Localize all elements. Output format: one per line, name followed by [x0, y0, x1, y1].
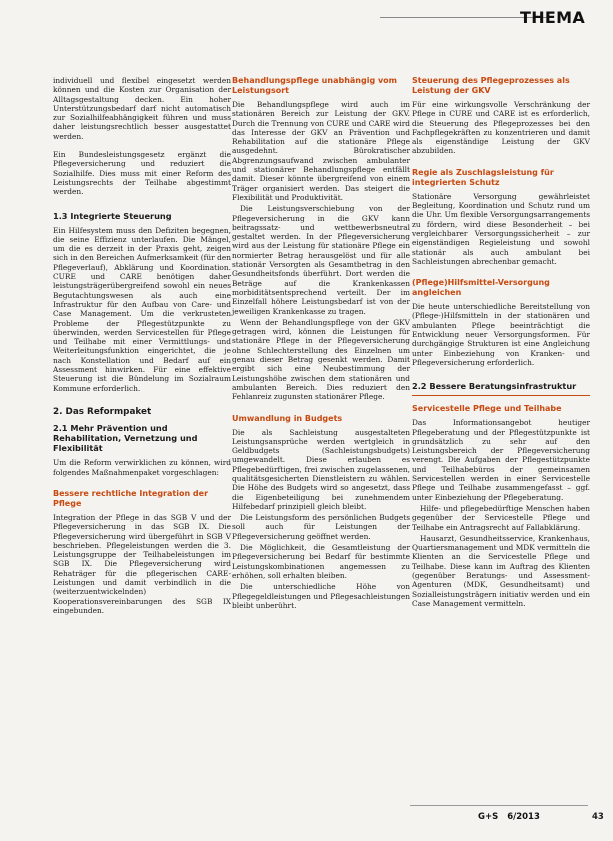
paragraph: Die unterschiedliche Höhe von Pflegegeldleistungen und Pflegesachleistungen bleibt unberührt. [232, 582, 410, 610]
subheading: Servicestelle Pflege und Teilhabe [412, 404, 562, 414]
paragraph: Integration der Pflege in das SGB V und der Pflegeversicherung in das SGB IX. Die Pflegeversicherung wird übergeführt in SGB V beschrieben. Pflegeleistungen werden die 3. Leistungsgruppe der Teilhabeleistungen im SGB IX. Die Pflegeversicherung wird Rehaträger für die pflegerischen CARE-Leistungen und damit verbindlich in die (weiterzuentwickelnden) Kooperationsvereinbarungen des SGB IX eingebunden. [53, 513, 231, 615]
paragraph: Die Leistungsverschiebung von der Pflegeversicherung in die GKV kann beitragssatz- und wettbewerbsneutral gestaltet werden. In der Pflegeversicherung wird aus der Leistung für stationäre Pflege ein normierter Betrag herausgelöst und für alle stationär Versorgten als Gesamtbetrag in den Gesundheitsfonds überführt. Dort werden die Beträge auf die Krankenkassen morbiditätsentsprechend verteilt. Der im Einzelfall höhere Leistungsbedarf ist von der jeweiligen Krankenkasse zu tragen. [232, 204, 410, 316]
subheading: Behandlungspflege unabhängig vom Leistungsort [232, 76, 398, 95]
section-heading-1-3: 1.3 Integrierte Steuerung [53, 210, 172, 221]
paragraph: Die als Sachleistung ausgestalteten Leistungsansprüche werden wertgleich in Geldbudgets (Sachleistungsbudgets) umgewandelt. Diese erlauben es Pflegebedürftigen, frei zwischen zugelassenen, qualitätsgesicherten Dienstleistern zu wählen. Die Höhe des Budgets wird so angesetzt, dass die Eigenbeteiligung bei zunehmendem Hilfebedarf prinzipiell gleich bleibt. [232, 427, 410, 511]
paragraph: individuell und flexibel eingesetzt werden können und die Kosten zur Organisation der Alltagsgestaltung decken. Ein hoher Unterstützungsbedarf darf nicht automatisch zur Sozialhilfeabhängigkeit führen und muss daher leistungsrechtlich besser ausgestattet werden. [53, 76, 231, 141]
paragraph: Wenn der Behandlungspflege von der GKV getragen wird, können die Leistungen für stationäre Pflege in der Pflegeversicherung ohne Schlechterstellung des Einzelnen um genau dieser Betrag gesenkt werden. Damit ergibt sich eine Neubestimmung der Leistungshöhe zwischen dem stationären und ambulanten Bereich. Dies reduziert den Fehlanreiz zugunsten stationärer Pflege. [232, 317, 410, 402]
paragraph: Für eine wirkungsvolle Verschränkung der Pflege in CURE und CARE ist es erforderlich, die Steuerung des Pflegeprozesses bei den Fachpflegekräften zu konzentrieren und damit als eigenständige Leistung der GKV abzubilden. [412, 100, 590, 156]
subheading: Umwandlung in Budgets [232, 413, 343, 423]
paragraph: Hilfe- und pflegebedürftige Menschen haben gegenüber der Servicestelle Pflege und Teilhabe ein Antragsrecht auf Fallabklärung. [412, 503, 590, 532]
paragraph: Das Informationsangebot heutiger Pflegeberatung und der Pflegestützpunkte ist grundsätzlich zu sehr auf den Leistungsbereich der Pflegeversicherung verengt. Die Aufgaben der Pflegestützpunkte und Teilhabebüros der gemeinsamen Servicestellen werden in einer Servicestelle Pflege und Teilhabe zusammengefasst – ggf. unter Einbeziehung der Pflegeberatung. [412, 418, 590, 502]
paragraph: Die Möglichkeit, die Gesamtleistung der Pflegeversicherung bei Bedarf für bestimmte Leistungskombinationen angemessen zu erhöhen, soll erhalten bleiben. [232, 543, 410, 580]
subheading: Bessere rechtliche Integration der Pflege [53, 489, 209, 508]
footer-journal [478, 812, 546, 822]
paragraph: Hausarzt, Gesundheitsservice, Krankenhaus, Quartiersmanagement und MDK vermitteln die Klienten an die Servicestelle Pflege und Teilhabe. Diese kann im Auftrag des Klienten (gegenüber Beratungs- und Assessment-Agenturen (MDK, Gesundheitsamt) und Sozialleistungsträgern initiativ werden und ein Case Management vermitteln. [412, 533, 590, 608]
paragraph: Ein Hilfesystem muss den Defiziten begegnen, die seine Effizienz unterlaufen. Die Mängel, um die es derzeit in der Praxis geht, zeigen sich in den Bereichen Aufmerksamkeit (für den Pflegeverlauf), Abklärung und Koordination. CURE und CARE benötigen daher leistungsträgerübergreifend sowohl ein neues Begutachtungswesen als auch eine Infrastruktur für den Aufbau von Care- und Case Management. Um die verkrusteten Probleme der Pflegestützpunkte zu überwinden, werden Servicestellen für Pflege und Teilhabe mit einer Vermittlungs- und Weiterleitungsfunktion eingerichtet, die je nach Konstellation und Bedarf auf ein Assessment hinwirken. Für eine effektive Steuerung ist die Bündelung im Sozialraum Kommune erforderlich. [53, 225, 231, 393]
column-middle [232, 76, 410, 612]
section-heading-2-2: 2.2 Bessere Beratungsinfrastruktur [412, 381, 577, 392]
section-heading-2-1: 2.1 Mehr Prävention und Rehabilitation, Vernetzung und Flexibilität [53, 423, 198, 454]
paragraph: Die heute unterschiedliche Bereitstellung von (Pflege-)Hilfsmitteln in der stationären und ambulanten Pflege beeinträchtigt die Entwicklung neuer Versorgungsformen. Für durchgängige Strukturen ist eine Angleichung unter Einbeziehung von Kranken- und Pflegeversicherung erforderlich. [412, 302, 590, 367]
paragraph: Um die Reform verwirklichen zu können, wird folgendes Maßnahmenpaket vorgeschlagen: [53, 458, 231, 477]
footer-rule [410, 805, 588, 806]
column-left [53, 76, 231, 617]
subheading: Regie als Zuschlagsleistung für integrierten Schutz [412, 167, 554, 187]
section-label: THEMA [520, 8, 586, 27]
paragraph: Die Leistungsform des persönlichen Budgets soll auch für Leistungen der Pflegeversicherung geöffnet werden. [232, 513, 410, 541]
page-number: 43 [592, 812, 604, 822]
subheading: Steuerung des Pflegeprozesses als Leistung der GKV [412, 76, 570, 95]
column-right [412, 76, 590, 610]
issue-number: 6/2013 [507, 812, 540, 822]
journal-name: G+S [478, 812, 499, 822]
paragraph: Die Behandlungspflege wird auch im stationären Bereich zur Leistung der GKV. Durch die Trennung von CURE und CARE wird das Interesse der GKV an Prävention und Rehabilitation auf die stationäre Pflege ausgedehnt. Bürokratischer Abgrenzungsaufwand zwischen ambulanter und stationärer Behandlungspflege entfällt damit. Dieser könnte übergreifend von einem Träger organisiert werden. Das steigert die Flexibilität und Produktivität. [232, 100, 410, 202]
section-heading-2: 2. Das Reformpaket [53, 406, 152, 417]
paragraph: Ein Bundesleistungsgesetz ergänzt die Pflegeversicherung und reduziert die Sozialhilfe. Dies muss mit einer Reform des Leistungsrechts der Teilhabe abgestimmt werden. [53, 150, 231, 197]
subheading: (Pflege)Hilfsmittel-Versorgung angleichen [412, 278, 550, 298]
heading-rule [412, 395, 590, 396]
paragraph: Stationäre Versorgung gewährleistet Begleitung, Koordination und Schutz rund um die Uhr. Um flexible Versorgungsarrangements zu fördern, wird diese Besonderheit – bei vergleichbarer Versorgungssicherheit – zur eigenständigen Regieleistung und sowohl stationär als auch ambulant bei Sachleistungen abrechenbar gemacht. [412, 191, 590, 266]
